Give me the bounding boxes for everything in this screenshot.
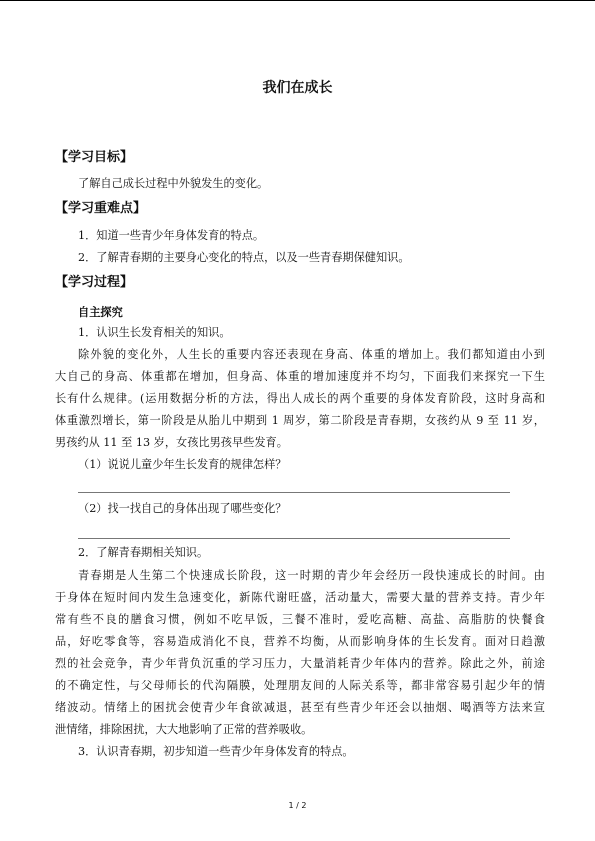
paragraph-2-line: 绪波动。情绪上的困扰会使青少年食欲减退，甚至有些青少年还会以抽烟、喝酒等方法来宣 — [55, 701, 545, 714]
key-point-2: 2．了解青春期的主要身心变化的特点，以及一些青春期保健知识。 — [78, 251, 410, 264]
answer-line-2[interactable] — [78, 538, 510, 539]
paragraph-2-line: 品，好吃零食等，容易造成消化不良，营养不均衡，从而影响身体的生长发育。面对日趋激 — [55, 635, 545, 648]
section-heading-goal: 【学习目标】 — [55, 150, 134, 165]
paragraph-2-line: 烈的社会竞争，青少年背负沉重的学习压力，大量消耗青少年体内的营养。除此之外，前途 — [55, 657, 545, 670]
question-2: （2）找一找自己的身体出现了哪些变化？ — [78, 502, 287, 515]
section-heading-key-points: 【学习重难点】 — [55, 201, 147, 216]
paragraph-2-title: 2．了解青春期相关知识。 — [78, 546, 209, 559]
paragraph-2-line: 常有些不良的膳食习惯，例如不吃早饭，三餐不准时，爱吃高糖、高盐、高脂肪的快餐食 — [55, 613, 545, 626]
paragraph-2-line: 青春期是人生第二个快速成长阶段，这一时期的青少年会经历一段快速成长的时间。由 — [78, 569, 545, 582]
paragraph-2-line: 于身体在短时间内发生急速变化，新陈代谢旺盛，活动量大，需要大量的营养支持。青少年 — [55, 591, 545, 604]
key-point-1: 1．知道一些青少年身体发育的特点。 — [78, 229, 265, 242]
question-1: （1）说说儿童少年生长发育的规律怎样？ — [78, 458, 287, 471]
paragraph-2-line: 的不确定性，与父母师长的代沟隔膜，处理朋友间的人际关系等，都非常容易引起少年的情 — [55, 679, 545, 692]
page-number: 1 / 2 — [288, 801, 307, 810]
paragraph-1-line: 除外貌的变化外，人生长的重要内容还表现在身高、体重的增加上。我们都知道由小到 — [78, 348, 545, 361]
page-title: 我们在成长 — [262, 80, 333, 96]
goal-text: 了解自己成长过程中外貌发生的变化。 — [78, 177, 269, 190]
page-top-rule — [0, 0, 595, 1]
subheading-self-explore: 自主探究 — [78, 306, 123, 319]
paragraph-1-line: 体重激烈增长，第一阶段是从胎儿中期到 1 周岁，第二阶段是青春期，女孩约从 9 至 11 岁， — [55, 414, 545, 427]
paragraph-3-title: 3．认识青春期，初步知道一些青少年身体发育的特点。 — [78, 745, 354, 758]
paragraph-1-line: 大自己的身高、体重都在增加，但身高、体重的增加速度并不均匀，下面我们来探究一下生 — [55, 370, 545, 383]
answer-line-1[interactable] — [78, 492, 510, 493]
paragraph-1-line: 长有什么规律。(运用数据分析的方法，得出人成长的两个重要的身体发育阶段，这时身高和 — [55, 392, 545, 405]
paragraph-1-line: 男孩约从 11 至 13 岁，女孩比男孩早些发育。 — [55, 436, 288, 449]
paragraph-2-line: 泄情绪，排除困扰，大大地影响了正常的营养吸收。 — [55, 723, 313, 736]
section-heading-process: 【学习过程】 — [55, 275, 134, 290]
paragraph-1-title: 1．认识生长发育相关的知识。 — [78, 326, 231, 339]
